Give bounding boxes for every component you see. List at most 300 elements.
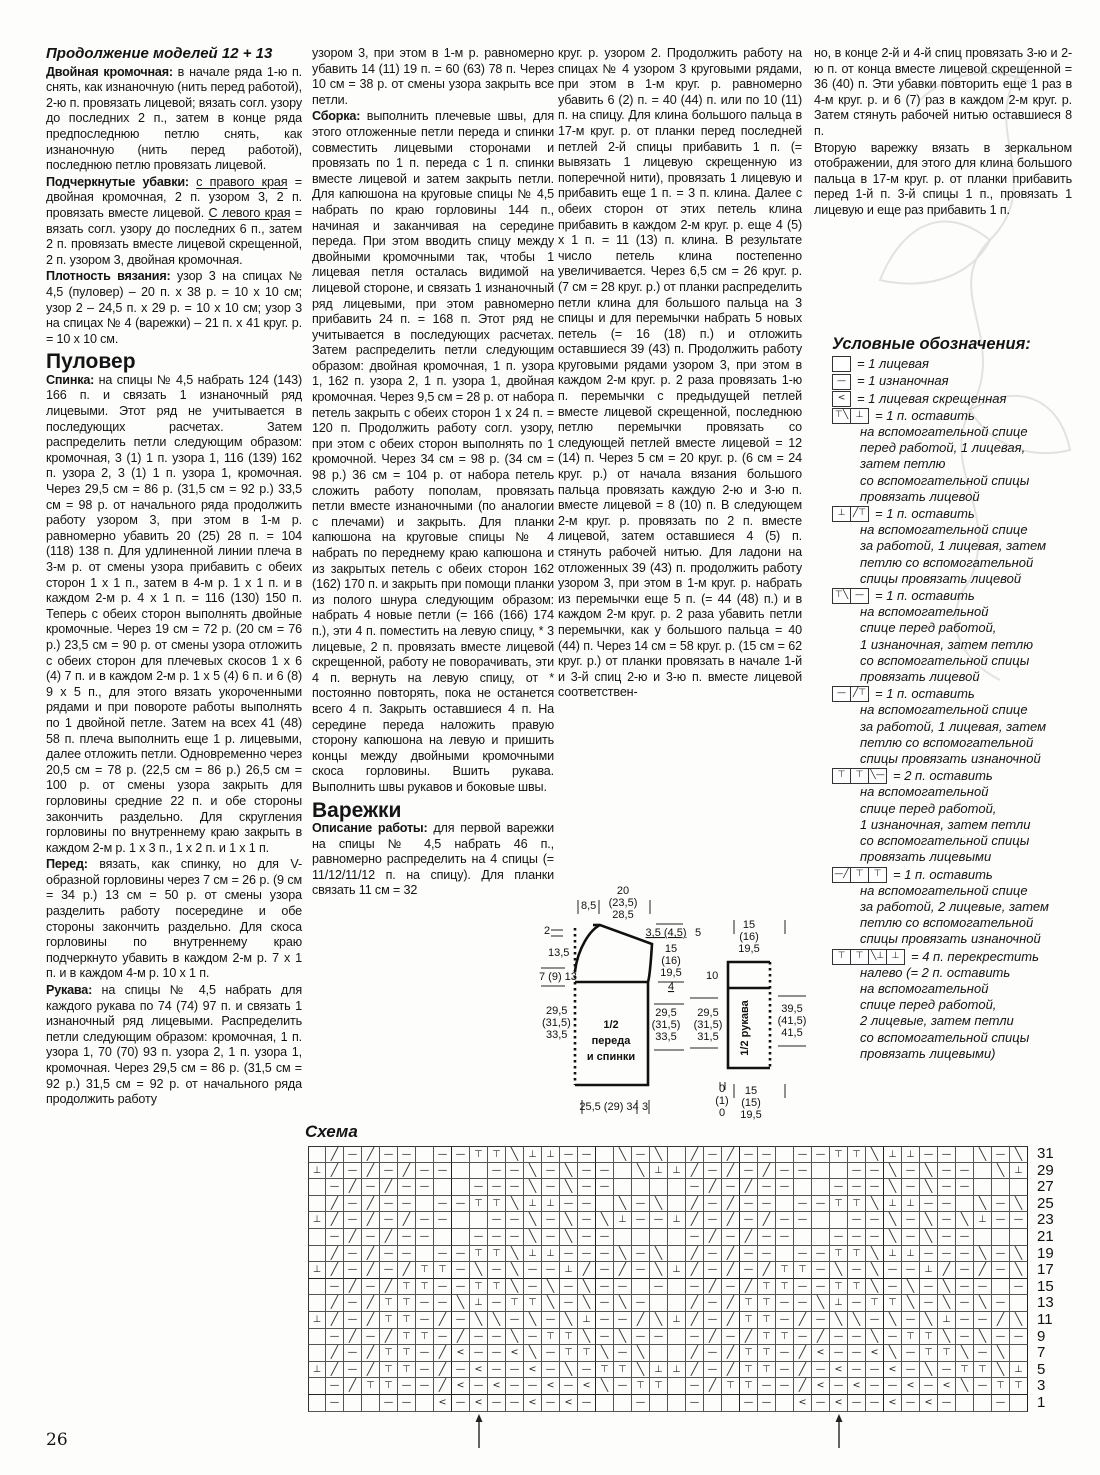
diagram-measurement-label: (1) (715, 1095, 729, 1107)
chart-row-number: 21 (1037, 1227, 1054, 1245)
diagram-measurement-label: 29,5 (697, 1007, 719, 1019)
chart-cell: ⊤ (560, 1345, 578, 1362)
chart-cell (362, 1395, 380, 1412)
stitch-symbol-icon (832, 374, 851, 390)
chart-cell: ╱ (326, 1345, 344, 1362)
instruction-paragraph: но, в конце 2-й и 4-й спиц провязать 3-ю и 2-ю п. от конца вместе лицевой скрещенной = 36 (40) п. Эти убавки повторить еще 1 раз в 4-м круг. р. и 6 (7) раз в каждом 2-м круг. р. Затем стянуть рабочей нитью оставшиеся 8 п. (814, 46, 1072, 138)
chart-cell: — (902, 1345, 920, 1362)
chart-cell: — (326, 1329, 344, 1346)
chart-cell: ⊤ (488, 1196, 506, 1213)
chart-cell: — (452, 1262, 470, 1279)
chart-cell: ╲ (506, 1246, 524, 1263)
chart-cell: ╱ (794, 1312, 812, 1329)
chart-cell: ╲ (920, 1312, 938, 1329)
chart-cell: — (920, 1246, 938, 1263)
legend-desc-line: провязать лицевыми (860, 849, 992, 865)
chart-cell: — (434, 1279, 452, 1296)
chart-cell (668, 1279, 686, 1296)
chart-cell: — (902, 1312, 920, 1329)
diagram-measurement-label: (31,5) (693, 1019, 723, 1031)
chart-cell: — (488, 1362, 506, 1379)
chart-cell: ╱ (326, 1295, 344, 1312)
chart-cell: — (722, 1229, 740, 1246)
chart-cell: — (758, 1395, 776, 1412)
symbol-cell: — (851, 588, 869, 604)
chart-cell: — (578, 1146, 596, 1163)
diagram-measurement-label: 3,5 (4,5) (645, 927, 687, 939)
diagram-measurement-label: 33,5 (655, 1031, 677, 1043)
chart-cell: ╲ (632, 1362, 650, 1379)
chart-cell: — (812, 1246, 830, 1263)
chart-cell (776, 1146, 794, 1163)
chart-cell (1010, 1395, 1028, 1412)
chart-cell: — (434, 1212, 452, 1229)
chart-cell: — (434, 1163, 452, 1180)
legend-item (832, 408, 1086, 505)
instruction-paragraph: круг. р. узором 2. Продолжить работу на спицах № 4 узором 3 круговыми рядами, при этом в 1-м круг. р. равномерно убавить 6 (2) п. = 40 (44) п. или по 10 (11) п. на спицу. Для клина большого пальца в 17-м круг. р. от планки перед последней петлей 2-й спицы прибавить 1 п. (= вывязать 1 лицевую скрещенную из поперечной нити), провязать 1 лицевую и прибавить еще 1 п. = 3 п. клина. Далее с обеих сторон от этих петель клина прибавить в каждом 2-м круг. р. еще 4 (5) х 1 п. = 11 (13) п. клина. В результате число петель клина постепенно увеличивается. Через 6,5 см = 26 круг. р. (7 см = 28 круг. р.) от планки распределить петли клина для большого пальца на 3 спицы и для перемычки набрать 5 новых петель (= 16 (18) п.) и отложить оставшиеся 39 (43) п. Продолжить работу круговыми рядами узором 3, при этом в каждом 2-м круг. р. 2 раза провязать 1-ю п. перемычки с предыдущей петлей вместе лицевой скрещенной, последнюю петлю перемычки провязать со следующей петлей вместе лицевой = 12 (14) п. Через 5 см = 20 круг. р. (6 см = 24 круг. р.) от начала вязания большого пальца провязать каждую 2-ю и 3-ю п. вместе лицевой = 8 (10) п. В следующем 2-м круг. р. провязать по 2 п. вместе лицевой, затем оставшиеся 4 (5) п. стянуть рабочей нитью. Для ладони на отложенных 39 (43) п. продолжить работу узором 3, при этом в 1-м круг. р. набрать из перемычки еще 5 п. (= 44 (48) п.) и в каждом 2-м круг. р. 2 раза убавить петли перемычки, как у большого пальца = 40 (44) п. Через 14 см = 58 круг. р. (15 см = 62 круг. р.) от планки провязать в начале 1-й и 3-й спиц 2-ю и 3-ю п. вместе лицевой соответствен- (558, 46, 802, 700)
chart-cell: ⊤ (524, 1295, 542, 1312)
chart-cell (812, 1229, 830, 1246)
chart-cell: — (560, 1279, 578, 1296)
chart-cell: ╱ (722, 1312, 740, 1329)
chart-cell: ⊤ (632, 1378, 650, 1395)
chart-cell: — (488, 1329, 506, 1346)
chart-cell: ╱ (758, 1262, 776, 1279)
chart-cell: ╱ (686, 1345, 704, 1362)
chart-cell: ╱ (686, 1312, 704, 1329)
symbol-cell: ⊤ (851, 768, 869, 784)
chart-cell: — (812, 1312, 830, 1329)
chart-cell: — (812, 1362, 830, 1379)
chart-cell: ╱ (362, 1312, 380, 1329)
chart-cell: — (614, 1378, 632, 1395)
chart-cell: — (470, 1329, 488, 1346)
legend-desc-line: провязать лицевыми) (860, 1045, 996, 1061)
chart-cell: ⊤ (740, 1378, 758, 1395)
chart-cell: — (740, 1146, 758, 1163)
chart-cell: — (920, 1196, 938, 1213)
chart-cell: < (866, 1345, 884, 1362)
chart-cell: — (416, 1362, 434, 1379)
chart-cell (308, 1229, 326, 1246)
chart-cell: ⊤ (830, 1279, 848, 1296)
chart-cell: — (344, 1312, 362, 1329)
chart-cell: ╱ (326, 1312, 344, 1329)
chart-cell: — (992, 1196, 1010, 1213)
legend-desc-line: на вспомогательной спице (860, 522, 1028, 538)
chart-cell: — (380, 1146, 398, 1163)
chart-cell: — (344, 1146, 362, 1163)
chart-cell: ╱ (722, 1362, 740, 1379)
chart-cell: — (686, 1329, 704, 1346)
chart-cell: — (1010, 1212, 1028, 1229)
chart-cell: ╲ (992, 1163, 1010, 1180)
chart-cell (668, 1146, 686, 1163)
chart-cell: ╱ (794, 1362, 812, 1379)
chart-cell (722, 1395, 740, 1412)
chart-cell: — (974, 1312, 992, 1329)
chart-cell: ⊤ (488, 1279, 506, 1296)
chart-cell: ╱ (452, 1329, 470, 1346)
chart-cell: ⊤ (398, 1279, 416, 1296)
legend-item (832, 949, 1086, 1062)
chart-cell (470, 1212, 488, 1229)
chart-cell: — (560, 1196, 578, 1213)
chart-cell: ⊥ (542, 1146, 560, 1163)
chart-cell: — (362, 1179, 380, 1196)
chart-cell: ⊤ (398, 1329, 416, 1346)
symbol-cell: ⊤ (851, 867, 869, 883)
chart-row-number: 9 (1037, 1327, 1046, 1345)
chart-cell: — (380, 1262, 398, 1279)
chart-cell: — (596, 1179, 614, 1196)
legend-item (832, 356, 1086, 372)
chart-cell (704, 1395, 722, 1412)
chart-cell (452, 1229, 470, 1246)
chart-cell: ⊥ (920, 1262, 938, 1279)
chart-cell: < (884, 1362, 902, 1379)
chart-cell (1010, 1179, 1028, 1196)
legend-desc-line: со вспомогательной спицы (860, 472, 1030, 488)
chart-row-number: 7 (1037, 1344, 1046, 1362)
symbol-cell: ╲— (869, 768, 887, 784)
symbol-cell: — (832, 374, 851, 390)
diagram-measurement-label: (31,5) (542, 1017, 571, 1029)
chart-cell: ╲ (506, 1329, 524, 1346)
chart-cell: ╲ (974, 1196, 992, 1213)
chart-cell: ╱ (344, 1279, 362, 1296)
legend-desc-line: петлю со вспомогательной (860, 554, 1034, 570)
chart-cell: ╲ (884, 1345, 902, 1362)
chart-cell: — (956, 1329, 974, 1346)
chart-cell (308, 1179, 326, 1196)
chart-cell: ⊥ (614, 1212, 632, 1229)
chart-cell: ╲ (524, 1345, 542, 1362)
legend-desc-line: спицы провязать изнаночной (860, 931, 1041, 947)
chart-cell: — (344, 1345, 362, 1362)
chart-cell: — (380, 1212, 398, 1229)
symbol-cell: ⊥ (851, 408, 869, 424)
chart-cell: ⊤ (596, 1362, 614, 1379)
chart-cell: — (398, 1395, 416, 1412)
chart-cell: ⊤ (380, 1312, 398, 1329)
chart-cell: < (794, 1395, 812, 1412)
chart-cell: ⊤ (398, 1362, 416, 1379)
chart-cell: ⊤ (398, 1312, 416, 1329)
chart-cell: ╱ (686, 1295, 704, 1312)
chart-cell: ╱ (704, 1229, 722, 1246)
chart-cell: — (794, 1163, 812, 1180)
chart-cell: — (776, 1229, 794, 1246)
chart-cell: — (650, 1279, 668, 1296)
legend-desc-line: на вспомогательной (860, 980, 989, 996)
chart-cell: ╱ (362, 1246, 380, 1263)
chart-cell: — (452, 1312, 470, 1329)
chart-cell: ╲ (920, 1163, 938, 1180)
chart-cell: ⊤ (884, 1295, 902, 1312)
chart-cell: ╲ (560, 1312, 578, 1329)
chart-cell: < (524, 1362, 542, 1379)
chart-cell: — (812, 1279, 830, 1296)
chart-cell: — (956, 1262, 974, 1279)
chart-cell: ╱ (398, 1262, 416, 1279)
chart-row-number: 1 (1037, 1393, 1046, 1411)
chart-cell: ⊤ (758, 1295, 776, 1312)
chart-cell: < (560, 1395, 578, 1412)
chart-cell: — (992, 1395, 1010, 1412)
legend-equals-text: = 2 п. оставить (893, 768, 993, 784)
chart-cell: — (758, 1246, 776, 1263)
chart-cell: — (524, 1329, 542, 1346)
legend-desc-line: 2 лицевые, затем петли (860, 1013, 1014, 1029)
chart-cell: — (398, 1146, 416, 1163)
chart-cell (596, 1395, 614, 1412)
chart-cell (974, 1395, 992, 1412)
chart-cell: — (596, 1163, 614, 1180)
chart-cell: — (542, 1362, 560, 1379)
chart-cell: — (542, 1179, 560, 1196)
diagram-measurement-label: (31,5) (651, 1019, 681, 1031)
chart-cell: ⊥ (542, 1246, 560, 1263)
chart-cell: ╱ (326, 1196, 344, 1213)
chart-cell: < (830, 1362, 848, 1379)
chart-cell: — (812, 1146, 830, 1163)
chart-cell: ╲ (1010, 1146, 1028, 1163)
chart-cell: ╲ (614, 1196, 632, 1213)
chart-cell: ╱ (380, 1179, 398, 1196)
chart-cell: ╲ (614, 1329, 632, 1346)
chart-cell: ╲ (902, 1295, 920, 1312)
chart-cell: ╱ (380, 1279, 398, 1296)
chart-cell: ╱ (704, 1378, 722, 1395)
chart-cell: — (704, 1295, 722, 1312)
chart-cell: — (560, 1378, 578, 1395)
chart-cell: — (866, 1378, 884, 1395)
chart-cell: ╲ (902, 1279, 920, 1296)
chart-cell: ╱ (686, 1246, 704, 1263)
chart-cell: ⊥ (668, 1262, 686, 1279)
chart-cell (668, 1179, 686, 1196)
legend-desc-line: 1 изнаночная, затем петли (860, 816, 1031, 832)
chart-cell: — (560, 1146, 578, 1163)
chart-cell: ⊤ (416, 1279, 434, 1296)
chart-cell: — (776, 1179, 794, 1196)
legend (832, 336, 1086, 1062)
instruction-paragraph: Описание работы: для первой варежки на спицы № 4,5 набрать 46 п., равномерно распределить на 4 спицы (= 11/12/11/12 п. на спицу). Для планки связать 11 см = 32 (312, 821, 555, 898)
chart-cell: ╲ (542, 1295, 560, 1312)
chart-cell: ⊥ (650, 1362, 668, 1379)
chart-cell: — (920, 1378, 938, 1395)
legend-desc-line: за работой, 2 лицевые, затем (860, 898, 1049, 914)
chart-cell: — (920, 1146, 938, 1163)
chart-cell: — (776, 1362, 794, 1379)
chart-cell: ⊥ (668, 1163, 686, 1180)
chart-cell: — (362, 1279, 380, 1296)
chart-cell: — (830, 1345, 848, 1362)
diagram-measurement-label: 0 (718, 1083, 726, 1095)
chart-cell: — (956, 1163, 974, 1180)
chart-cell: — (830, 1229, 848, 1246)
chart-cell: ⊤ (848, 1146, 866, 1163)
chart-cell: ╲ (542, 1279, 560, 1296)
instruction-paragraph: Вторую варежку вязать в зеркальном отображении, для этого для клина большого пальца в 17-м круг. р. от планки прибавить перед 1-й п. 3-й спицы 1 п., провязать 1 лицевую и еще раз прибавить 1 п. (814, 140, 1072, 217)
chart-cell: ╲ (830, 1312, 848, 1329)
chart-cell: ⊤ (740, 1345, 758, 1362)
stitch-symbol-icon (832, 686, 869, 702)
instruction-paragraph: Двойная кромочная: в начале ряда 1-ю п. снять, как изнаночную (нить перед работой), 2-ю п. провязать лицевой; вязать согл. узору до последних 2 п., затем в конце ряда предпоследнюю петлю снять, как изнаночную (нить перед работой), последнюю петлю провязать лицевой. (46, 64, 302, 173)
chart-cell: ╲ (614, 1146, 632, 1163)
chart-cell: ╲ (506, 1262, 524, 1279)
chart-cell: ⊤ (416, 1262, 434, 1279)
chart-cell: ⊥ (308, 1163, 326, 1180)
chart-cell: — (938, 1212, 956, 1229)
diagram-measurement-label: 29,5 (546, 1005, 568, 1017)
chart-cell (614, 1395, 632, 1412)
chart-cell: ╱ (686, 1262, 704, 1279)
chart-cell: — (902, 1395, 920, 1412)
chart-cell: — (794, 1329, 812, 1346)
chart-cell: ╱ (686, 1163, 704, 1180)
chart-cell (596, 1146, 614, 1163)
chart-cell: ╱ (938, 1262, 956, 1279)
chart-cell: — (902, 1229, 920, 1246)
chart-cell (830, 1163, 848, 1180)
chart-cell: ╲ (956, 1378, 974, 1395)
chart-cell: ⊥ (578, 1312, 596, 1329)
chart-cell: — (704, 1163, 722, 1180)
chart-cell: ╱ (740, 1229, 758, 1246)
symbol-cell: ╲⊥ (869, 949, 887, 965)
chart-cell: — (848, 1262, 866, 1279)
chart-cell: — (866, 1179, 884, 1196)
symbol-cell: ⊤ (869, 867, 887, 883)
chart-cell: ⊤ (470, 1246, 488, 1263)
chart-cell: ⊥ (1010, 1163, 1028, 1180)
chart-cell: < (434, 1395, 452, 1412)
legend-desc-line: спице перед работой, (860, 997, 997, 1013)
chart-cell: — (452, 1146, 470, 1163)
chart-cell: — (614, 1345, 632, 1362)
chart-cell: ╱ (362, 1295, 380, 1312)
chart-cell: ⊤ (506, 1295, 524, 1312)
chart-cell: — (740, 1246, 758, 1263)
legend-equals-text: = 1 п. оставить (875, 588, 975, 604)
chart-cell: ╲ (560, 1163, 578, 1180)
chart-cell: ⊤ (794, 1262, 812, 1279)
chart-cell (416, 1395, 434, 1412)
chart-cell: — (542, 1395, 560, 1412)
chart-cell: ⊤ (1010, 1378, 1028, 1395)
chart-row-number: 17 (1037, 1261, 1054, 1279)
chart-cell: ⊤ (830, 1196, 848, 1213)
chart-cell: — (992, 1212, 1010, 1229)
chart-cell: — (866, 1395, 884, 1412)
chart-cell: — (848, 1163, 866, 1180)
stitch-symbol-icon (832, 588, 869, 604)
chart-cell: — (650, 1212, 668, 1229)
page-number: 26 (46, 1430, 68, 1450)
chart-cell: ╱ (326, 1362, 344, 1379)
chart-cell: — (704, 1196, 722, 1213)
chart-cell: ╱ (722, 1262, 740, 1279)
chart-cell: — (902, 1362, 920, 1379)
chart-cell: — (866, 1163, 884, 1180)
chart-cell: ╱ (434, 1378, 452, 1395)
chart-cell: < (470, 1362, 488, 1379)
chart-cell (668, 1329, 686, 1346)
chart-cell: — (506, 1362, 524, 1379)
chart-cell (812, 1212, 830, 1229)
chart-cell: — (866, 1362, 884, 1379)
chart-cell: ⊤ (758, 1279, 776, 1296)
chart-cell: ⊤ (956, 1362, 974, 1379)
legend-desc-line: спицы провязать лицевой (860, 570, 1022, 586)
chart-cell: — (848, 1362, 866, 1379)
chart-cell: — (470, 1229, 488, 1246)
chart-cell: — (470, 1179, 488, 1196)
chart-cell: ╲ (848, 1312, 866, 1329)
chart-cell: < (542, 1378, 560, 1395)
section-heading: Пуловер (46, 350, 136, 374)
chart-cell: — (578, 1212, 596, 1229)
chart-cell: — (434, 1329, 452, 1346)
legend-equals-text: = 1 п. оставить (893, 866, 993, 882)
chart-cell: ╲ (1010, 1196, 1028, 1213)
chart-cell: — (974, 1345, 992, 1362)
chart-cell: — (560, 1246, 578, 1263)
chart-cell (416, 1146, 434, 1163)
chart-cell: ⊤ (848, 1196, 866, 1213)
chart-cell: ⊥ (902, 1246, 920, 1263)
chart-cell: ⊤ (650, 1378, 668, 1395)
chart-cell: ╲ (650, 1146, 668, 1163)
chart-cell: — (344, 1295, 362, 1312)
chart-cell: — (722, 1179, 740, 1196)
chart-cell: — (344, 1362, 362, 1379)
chart-cell: — (596, 1329, 614, 1346)
chart-cell: ╱ (434, 1345, 452, 1362)
chart-cell: — (524, 1378, 542, 1395)
chart-cell: ╱ (686, 1146, 704, 1163)
chart-cell: — (416, 1229, 434, 1246)
chart-cell: ╱ (362, 1362, 380, 1379)
legend-desc-line: налево (= 2 п. оставить (860, 964, 1011, 980)
chart-cell: ╱ (326, 1146, 344, 1163)
chart-cell: — (992, 1295, 1010, 1312)
chart-cell: ╱ (434, 1362, 452, 1379)
chart-cell: — (902, 1163, 920, 1180)
chart-cell: — (632, 1212, 650, 1229)
chart-cell: — (632, 1295, 650, 1312)
chart-cell (668, 1295, 686, 1312)
chart-cell: — (704, 1262, 722, 1279)
chart-cell: — (812, 1395, 830, 1412)
chart-cell: — (758, 1146, 776, 1163)
symbol-cell: ⊤╲ (832, 408, 851, 424)
chart-cell (596, 1196, 614, 1213)
chart-cell: — (632, 1146, 650, 1163)
symbol-cell: ⊤ (832, 768, 851, 784)
chart-cell: — (830, 1329, 848, 1346)
chart-cell (308, 1246, 326, 1263)
diagram-measurement-label: и спинки (586, 1051, 636, 1063)
diagram-measurement-label: 19,5 (660, 967, 682, 979)
chart-cell: ╲ (470, 1312, 488, 1329)
chart-cell: — (488, 1295, 506, 1312)
legend-item (832, 588, 1086, 685)
chart-cell: — (992, 1262, 1010, 1279)
chart-cell: — (758, 1196, 776, 1213)
